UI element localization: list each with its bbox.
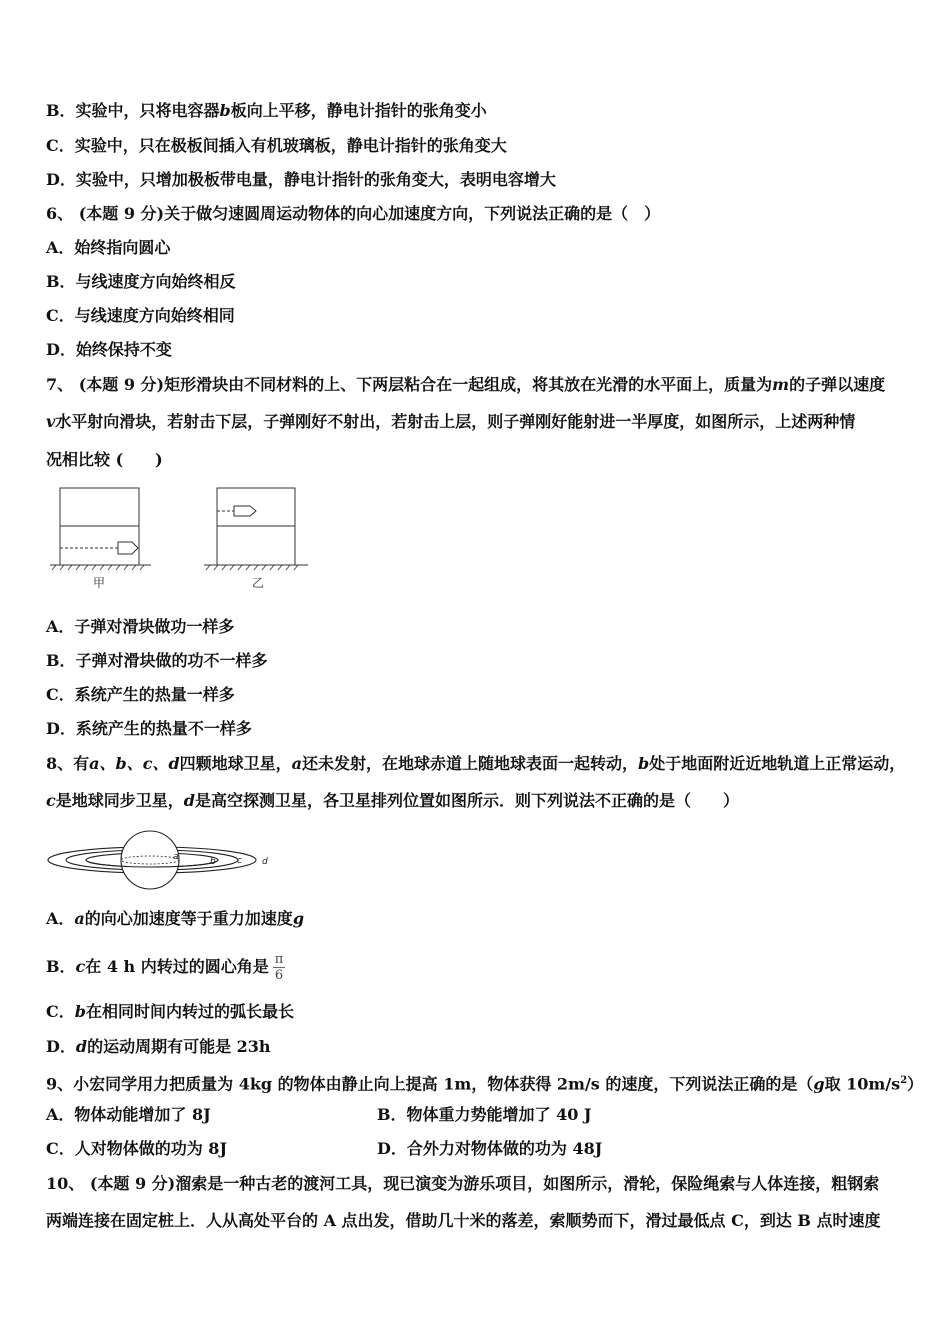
q7-figure-label-left: 甲 (92, 576, 106, 590)
q9-stem: 9、小宏同学用力把质量为 4kg 的物体由静止向上提高 1m，物体获得 2m/s 的速度，下列说法正确的是（g取 $10m/s^2$） (46, 1074, 924, 1094)
q8-label-b: b (210, 857, 216, 867)
q10-stem-line2: 两端连接在固定桩上．人从高处平台的 A 点出发，借助几十米的落差，索顺势而下，滑过最低点 C，到达 B 点时速度 (46, 1211, 881, 1230)
earth (121, 831, 179, 889)
q7-stem-line3: 况相比较 ( ) (46, 450, 163, 469)
q8-label-d: d (262, 857, 268, 867)
q7-stem-line2: v水平射向滑块，若射击下层，子弹刚好不射出，若射击上层，则子弹刚好能射进一半厚度，如图所示，上述两种情 (46, 412, 856, 431)
q7-stem-line1: 7、 (本题 9 分)矩形滑块由不同材料的上、下两层粘合在一起组成，将其放在光滑的水平面上，质量为m的子弹以速度 (46, 375, 886, 394)
q7-figure-left (50, 488, 151, 570)
q7-option-b: B．子弹对滑块做的功不一样多 (46, 651, 268, 670)
q6-option-d: D．始终保持不变 (46, 340, 172, 359)
q6-option-b: B．与线速度方向始终相反 (46, 272, 236, 291)
q5-option-d: D．实验中，只增加极板带电量，静电计指针的张角变大，表明电容增大 (46, 170, 556, 189)
q8-option-a: A．a的向心加速度等于重力加速度g (46, 909, 304, 928)
q8-orbit-figure (46, 826, 276, 894)
q10-stem-line1: 10、 (本题 9 分)溜索是一种古老的渡河工具，现已演变为游乐项目，如图所示，滑轮，保险绳索与人体连接，粗钢索 (46, 1174, 880, 1193)
pi-over-6-fraction: $\frac{\pi}{6}$ (274, 952, 284, 983)
q6-stem: 6、 (本题 9 分)关于做匀速圆周运动物体的向心加速度方向，下列说法正确的是（ ） (46, 204, 661, 223)
q5-option-b: B．实验中，只将电容器b板向上平移，静电计指针的张角变小 (46, 101, 487, 120)
q8-option-b: B．c在 4 h 内转过的圆心角是 $\frac{\pi}{6}$ (46, 952, 284, 983)
q6-option-a: A．始终指向圆心 (46, 238, 171, 257)
q9-option-b: B．物体重力势能增加了 40 J (377, 1105, 592, 1124)
q9-option-d: D．合外力对物体做的功为 48J (377, 1139, 603, 1158)
q7-option-a: A．子弹对滑块做功一样多 (46, 617, 235, 636)
q7-option-d: D．系统产生的热量不一样多 (46, 719, 252, 738)
q8-label-a: a (173, 852, 179, 862)
q9-option-c: C．人对物体做的功为 8J (46, 1139, 228, 1158)
q8-stem-line1: 8、有a、b、c、d四颗地球卫星，a还未发射，在地球赤道上随地球表面一起转动，b处于地面附近近地轨道上正常运动， (46, 754, 906, 773)
q8-option-d: D．d的运动周期有可能是 23h (46, 1037, 271, 1056)
q8-label-c: c (237, 856, 242, 866)
q5-option-c: C．实验中，只在极板间插入有机玻璃板，静电计指针的张角变大 (46, 136, 507, 155)
q7-figure-right (204, 488, 308, 570)
q7-figure (46, 482, 316, 594)
q6-option-c: C．与线速度方向始终相同 (46, 306, 235, 325)
q7-figure-label-right: 乙 (251, 576, 265, 590)
q8-option-c: C．b在相同时间内转过的弧长最长 (46, 1002, 294, 1021)
q8-stem-line2: c是地球同步卫星，d是高空探测卫星，各卫星排列位置如图所示．则下列说法不正确的是（ ） (46, 791, 739, 810)
q7-option-c: C．系统产生的热量一样多 (46, 685, 235, 704)
q9-option-a: A．物体动能增加了 8J (46, 1105, 211, 1124)
